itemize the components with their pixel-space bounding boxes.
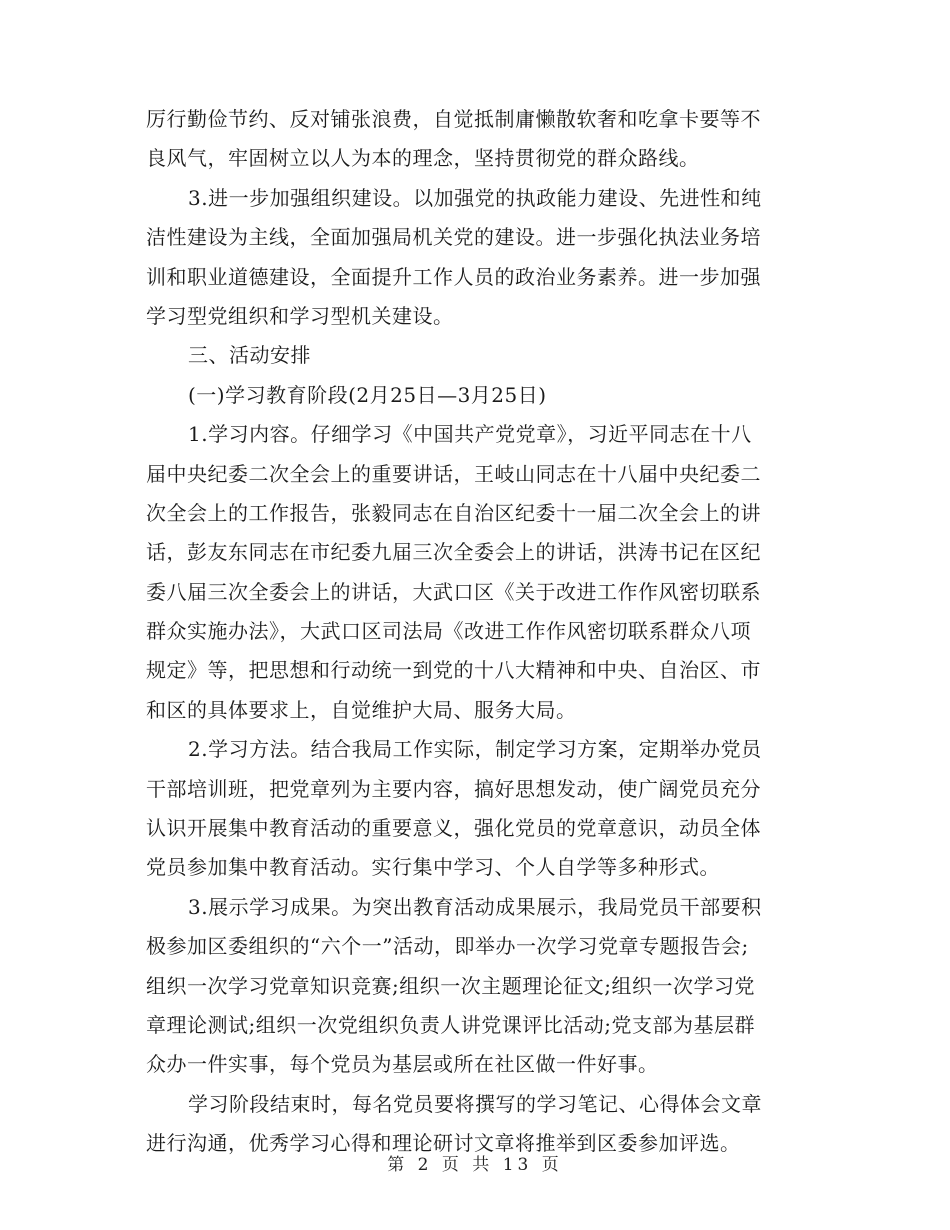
text-line: 良风气，牢固树立以人为本的理念，坚持贯彻党的群众路线。 (146, 146, 700, 171)
text-line: 1.学习内容。仔细学习《中国共产党党章》，习近平同志在十八 (188, 422, 752, 447)
text-line: 众办一件实事，每个党员为基层或所在社区做一件好事。 (146, 1052, 659, 1077)
text-line: 次全会上的工作报告，张毅同志在自治区纪委十一届二次全会上的讲 (146, 500, 761, 525)
text-line: 话，彭友东同志在市纪委九届三次全委会上的讲话，洪涛书记在区纪 (146, 540, 761, 565)
text-line: 厉行勤俭节约、反对铺张浪费，自觉抵制庸懒散软奢和吃拿卡要等不 (146, 107, 761, 131)
text-line: 三、活动安排 (188, 343, 311, 368)
text-line: 届中央纪委二次全会上的重要讲话，王岐山同志在十八届中央纪委二 (146, 461, 761, 486)
text-line: 认识开展集中教育活动的重要意义，强化党员的党章意识，动员全体 (146, 816, 761, 841)
text-line: 章理论测试;组织一次党组织负责人讲党课评比活动;党支部为基层群 (146, 1012, 755, 1037)
text-line: 组织一次学习党章知识竞赛;组织一次主题理论征文;组织一次学习党 (146, 973, 755, 998)
text-line: 干部培训班，把党章列为主要内容，搞好思想发动，使广阔党员充分 (146, 776, 761, 801)
text-line: 委八届三次全委会上的讲话，大武口区《关于改进工作作风密切联系 (146, 579, 761, 604)
text-line: 极参加区委组织的“六个一”活动，即举办一次学习党章专题报告会; (146, 934, 749, 959)
text-line: 党员参加集中教育活动。实行集中学习、个人自学等多种形式。 (146, 855, 720, 880)
text-line: 学习型党组织和学习型机关建设。 (146, 303, 454, 328)
text-line: 规定》等，把思想和行动统一到党的十八大精神和中央、自治区、市 (146, 658, 761, 683)
text-line: 洁性建设为主线，全面加强局机关党的建设。进一步强化执法业务培 (146, 225, 761, 250)
text-line: 进行沟通，优秀学习心得和理论研讨文章将推举到区委参加评选。 (146, 1131, 741, 1156)
text-line: 3.展示学习成果。为突出教育活动成果展示，我局党员干部要积 (188, 894, 762, 919)
page-number-footer: 第 2 页 共 13 页 (387, 1155, 563, 1175)
text-line: 学习阶段结束时，每名党员要将撰写的学习笔记、心得体会文章 (188, 1091, 762, 1116)
document-body (146, 100, 806, 1164)
text-line: 和区的具体要求上，自觉维护大局、服务大局。 (146, 697, 577, 722)
text-line: 3.进一步加强组织建设。以加强党的执政能力建设、先进性和纯 (188, 185, 762, 210)
text-line: 训和职业道德建设，全面提升工作人员的政治业务素养。进一步加强 (146, 264, 761, 289)
text-line: 2.学习方法。结合我局工作实际，制定学习方案，定期举办党员 (188, 737, 762, 762)
text-line: 群众实施办法》，大武口区司法局《改进工作作风密切联系群众八项 (146, 619, 751, 644)
text-line: (一)学习教育阶段(2月25日—3月25日) (188, 382, 547, 407)
